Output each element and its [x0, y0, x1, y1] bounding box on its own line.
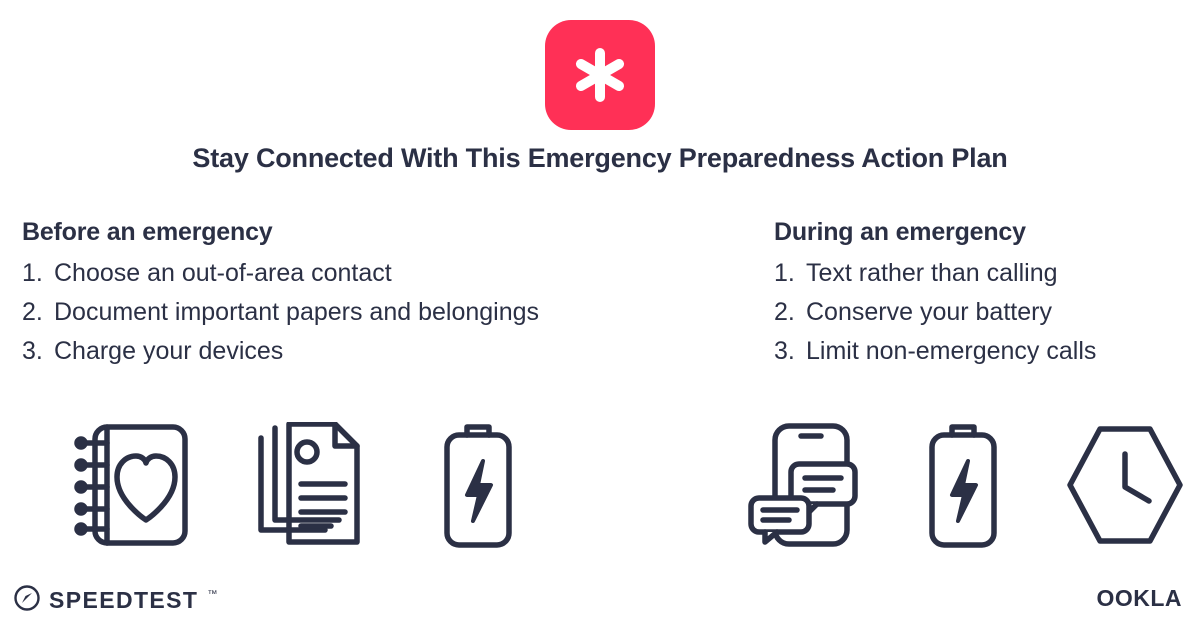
speedtest-badge	[545, 20, 655, 130]
speedtest-mark-icon	[14, 585, 40, 616]
list-item	[774, 254, 1200, 293]
hexagon-clock-icon	[1065, 420, 1185, 550]
list-item	[22, 254, 740, 293]
list-item	[774, 332, 1200, 371]
steps-list-before	[22, 254, 740, 371]
ookla-footer-logo	[1096, 585, 1182, 612]
ookla-wordmark: OOKLA	[1096, 585, 1182, 611]
steps-list-during	[774, 254, 1200, 371]
page-title: Stay Connected With This Emergency Preparedness Action Plan	[192, 143, 1008, 173]
list-item-number: 1.	[774, 259, 795, 287]
phone-message-icon	[745, 420, 861, 550]
badge-container	[0, 20, 1200, 130]
icon-row-before	[70, 420, 540, 550]
list-item-number: 2.	[774, 298, 795, 326]
column-before-emergency	[0, 218, 740, 371]
list-item	[22, 332, 740, 371]
notebook-heart-icon	[70, 420, 195, 550]
trademark-symbol: ™	[207, 589, 218, 600]
asterisk-icon	[569, 44, 631, 106]
list-item	[774, 293, 1200, 332]
list-item-label: Limit non-emergency calls	[806, 337, 1097, 365]
list-item-number: 1.	[22, 259, 43, 287]
speedtest-footer-logo	[14, 585, 217, 616]
list-item	[22, 293, 740, 332]
battery-charging-icon	[909, 420, 1017, 550]
icon-row-during	[745, 420, 1185, 550]
column-heading-before: Before an emergency	[22, 218, 273, 246]
documents-stack-icon	[243, 420, 368, 550]
list-item-number: 3.	[22, 337, 43, 365]
list-item-label: Text rather than calling	[806, 259, 1058, 287]
column-heading-during: During an emergency	[774, 218, 1026, 246]
list-item-label: Conserve your battery	[806, 298, 1052, 326]
battery-charging-icon	[415, 420, 540, 550]
list-item-label: Choose an out-of-area contact	[54, 259, 392, 287]
columns-container	[0, 218, 1200, 371]
list-item-number: 2.	[22, 298, 43, 326]
brand-name: SPEEDTEST	[49, 587, 199, 613]
list-item-number: 3.	[774, 337, 795, 365]
column-during-emergency	[740, 218, 1200, 371]
list-item-label: Charge your devices	[54, 337, 284, 365]
list-item-label: Document important papers and belongings	[54, 298, 540, 326]
